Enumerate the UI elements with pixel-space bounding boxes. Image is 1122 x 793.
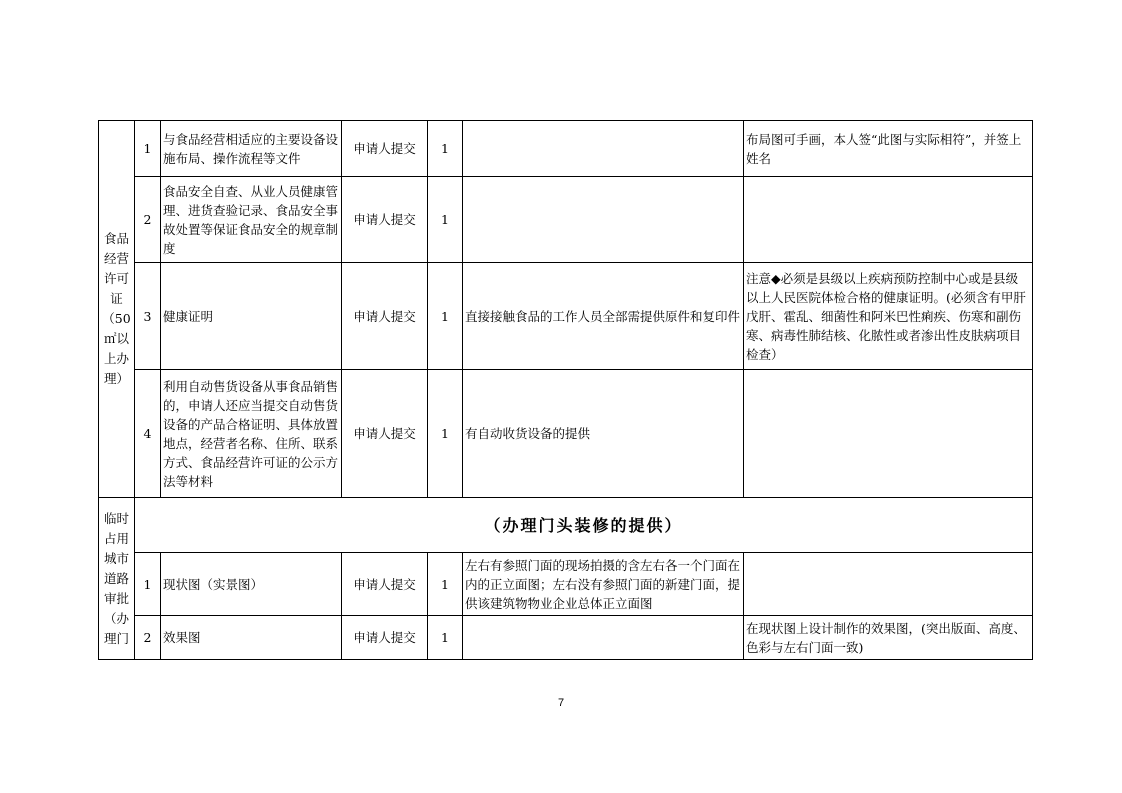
material-name: 效果图 (161, 616, 342, 660)
requirement (463, 177, 744, 263)
table-row (99, 263, 1033, 370)
category-cell: 食品经营许可证（50㎡以上办理） (99, 121, 135, 498)
submitter: 申请人提交 (342, 121, 428, 177)
row-number: 1 (135, 553, 161, 616)
note: 在现状图上设计制作的效果图，(突出版面、高度、色彩与左右门面一致) (744, 616, 1033, 660)
requirement: 左右有参照门面的现场拍摄的含左右各一个门面在内的正立面图；左右没有参照门面的新建门面，提供该建筑物物业企业总体正立面图 (463, 553, 744, 616)
section-banner: （办理门头装修的提供） (135, 498, 1033, 553)
note (744, 370, 1033, 498)
note: 注意◆必须是县级以上疾病预防控制中心或是县级以上人民医院体检合格的健康证明。(必须含有甲肝戊肝、霍乱、细菌性和阿米巴性痢疾、伤寒和副伤寒、病毒性肺结核、化脓性或者渗出性皮肤病项目检查） (744, 263, 1033, 370)
material-name: 现状图（实景图） (161, 553, 342, 616)
material-name: 健康证明 (161, 263, 342, 370)
submitter: 申请人提交 (342, 616, 428, 660)
submitter: 申请人提交 (342, 553, 428, 616)
table-row (99, 498, 1033, 553)
copy-count: 1 (428, 121, 463, 177)
row-number: 3 (135, 263, 161, 370)
requirement (463, 616, 744, 660)
submitter: 申请人提交 (342, 263, 428, 370)
table-row (99, 616, 1033, 660)
table-row (99, 370, 1033, 498)
requirement: 有自动收货设备的提供 (463, 370, 744, 498)
row-number: 4 (135, 370, 161, 498)
note (744, 553, 1033, 616)
material-name: 利用自动售货设备从事食品销售的，申请人还应当提交自动售货设备的产品合格证明、具体放置地点，经营者名称、住所、联系方式、食品经营许可证的公示方法等材料 (161, 370, 342, 498)
material-name: 食品安全自查、从业人员健康管理、进货查验记录、食品安全事故处置等保证食品安全的规章制度 (161, 177, 342, 263)
table-row (99, 121, 1033, 177)
materials-table (98, 120, 1033, 660)
row-number: 2 (135, 177, 161, 263)
copy-count: 1 (428, 177, 463, 263)
requirement: 直接接触食品的工作人员全部需提供原件和复印件 (463, 263, 744, 370)
table-row (99, 553, 1033, 616)
table-row (99, 177, 1033, 263)
requirement (463, 121, 744, 177)
copy-count: 1 (428, 370, 463, 498)
note (744, 177, 1033, 263)
material-name: 与食品经营相适应的主要设备设施布局、操作流程等文件 (161, 121, 342, 177)
row-number: 2 (135, 616, 161, 660)
category-cell: 临时占用城市道路审批（办理门 (99, 498, 135, 660)
copy-count: 1 (428, 553, 463, 616)
page-number: 7 (557, 697, 565, 709)
copy-count: 1 (428, 263, 463, 370)
submitter: 申请人提交 (342, 177, 428, 263)
note: 布局图可手画，本人签“此图与实际相符”，并签上姓名 (744, 121, 1033, 177)
copy-count: 1 (428, 616, 463, 660)
row-number: 1 (135, 121, 161, 177)
submitter: 申请人提交 (342, 370, 428, 498)
